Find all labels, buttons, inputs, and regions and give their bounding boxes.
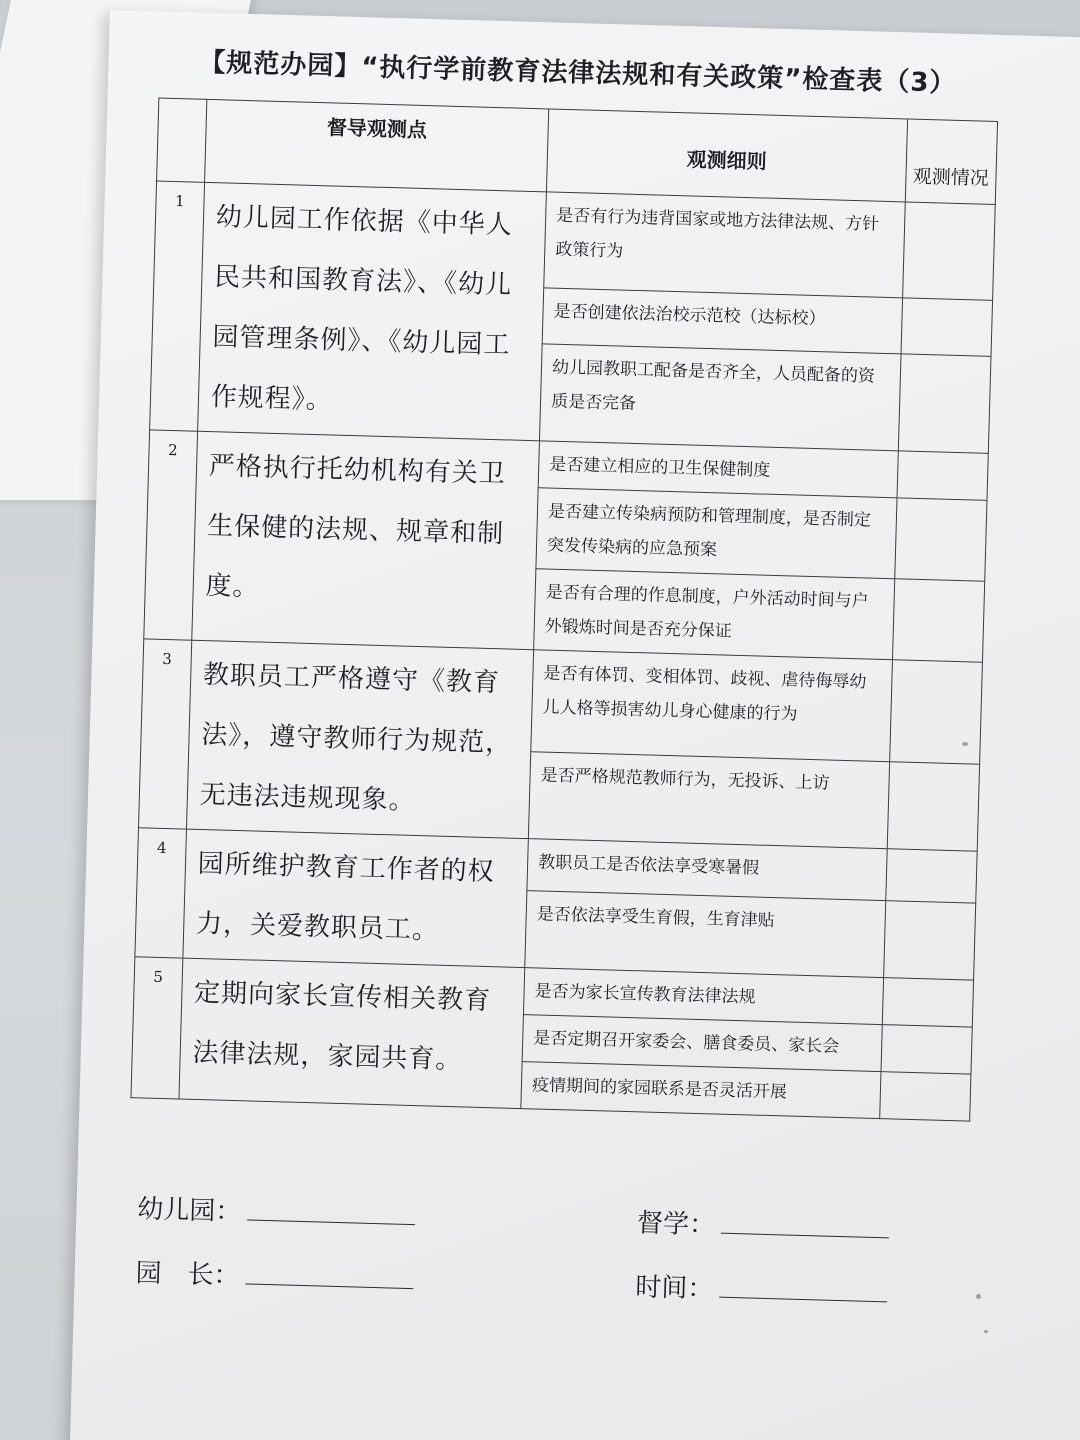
observation-cell[interactable] bbox=[897, 451, 989, 501]
observation-cell[interactable] bbox=[885, 849, 977, 904]
row-number: 4 bbox=[135, 828, 186, 958]
signature-footer bbox=[124, 1168, 968, 1341]
detail-item: 是否建立传染病预防和管理制度，是否制定突发传染病的应急预案 bbox=[536, 488, 897, 579]
time-label: 时间： bbox=[634, 1272, 714, 1305]
observation-cell[interactable] bbox=[879, 1072, 971, 1122]
detail-item: 疫情期间的家园联系是否灵活开展 bbox=[521, 1062, 881, 1119]
row-number: 1 bbox=[150, 181, 205, 431]
row-number: 3 bbox=[139, 639, 192, 829]
detail-item: 是否有体罚、变相体罚、歧视、虐待侮辱幼儿人格等损害幼儿身心健康的行为 bbox=[531, 650, 892, 762]
ink-speck bbox=[976, 1294, 981, 1299]
supervisor-label: 督学： bbox=[636, 1208, 716, 1241]
kindergarten-field bbox=[137, 1188, 416, 1233]
detail-item: 是否建立相应的卫生保健制度 bbox=[538, 441, 898, 498]
header-detail: 观测细则 bbox=[546, 109, 907, 202]
detail-item: 是否为家长宣传教育法律法规 bbox=[523, 968, 883, 1025]
observation-point: 教职员工严格遵守《教育法》，遵守教师行为规范，无违法违规现象。 bbox=[186, 640, 533, 838]
header-point: 督导观测点 bbox=[204, 99, 548, 192]
observation-cell[interactable] bbox=[901, 298, 993, 356]
time-blank[interactable] bbox=[719, 1277, 888, 1303]
detail-item: 是否有合理的作息制度，户外活动时间与户外锻炼时间是否充分保证 bbox=[534, 569, 895, 660]
observation-cell[interactable] bbox=[898, 354, 991, 453]
document-title: 【规范办园】“执行学前教育法律法规和有关政策”检查表（3） bbox=[198, 47, 957, 99]
kindergarten-blank[interactable] bbox=[247, 1199, 416, 1225]
ink-speck bbox=[962, 742, 968, 746]
director-field bbox=[135, 1252, 414, 1297]
observation-point: 园所维护教育工作者的权力，关爱教职员工。 bbox=[183, 829, 529, 968]
kindergarten-label: 幼儿园： bbox=[136, 1194, 242, 1228]
header-number bbox=[157, 98, 207, 182]
detail-item: 是否创建依法治校示范校（达标校） bbox=[542, 288, 902, 354]
document-content bbox=[104, 40, 1019, 1342]
detail-item: 教职员工是否依法享受寒暑假 bbox=[527, 839, 887, 901]
observation-point: 严格执行托幼机构有关卫生保健的法规、规章和制度。 bbox=[191, 431, 539, 649]
detail-item: 是否依法享受生育假，生育津贴 bbox=[525, 891, 886, 978]
supervisor-blank[interactable] bbox=[721, 1213, 890, 1239]
detail-item: 是否定期召开家委会、膳食委员、家长会 bbox=[522, 1015, 882, 1072]
supervisor-field bbox=[637, 1202, 890, 1246]
detail-item: 是否严格规范教师行为，无投诉、上访 bbox=[528, 752, 889, 849]
observation-cell[interactable] bbox=[889, 660, 982, 764]
detail-item: 是否有行为违背国家或地方法律法规、方针政策行为 bbox=[544, 192, 905, 298]
observation-point: 幼儿园工作依据《中华人民共和国教育法》、《幼儿园管理条例》、《幼儿园工作规程》。 bbox=[197, 182, 546, 440]
row-number: 5 bbox=[131, 957, 183, 1099]
observation-cell[interactable] bbox=[883, 901, 976, 980]
observation-cell[interactable] bbox=[882, 978, 974, 1028]
row-number: 2 bbox=[144, 430, 198, 640]
ink-speck bbox=[984, 1330, 988, 1333]
observation-cell[interactable] bbox=[894, 498, 987, 581]
director-label: 园 长： bbox=[135, 1258, 240, 1292]
time-field bbox=[635, 1266, 888, 1310]
detail-item: 幼儿园教职工配备是否齐全，人员配备的资质是否完备 bbox=[539, 344, 900, 451]
observation-cell[interactable] bbox=[902, 202, 995, 301]
observation-point: 定期向家长宣传相关教育法律法规，家园共育。 bbox=[179, 958, 525, 1109]
observation-cell[interactable] bbox=[881, 1025, 973, 1075]
observation-cell[interactable] bbox=[887, 762, 980, 851]
director-blank[interactable] bbox=[245, 1263, 414, 1289]
observation-cell[interactable] bbox=[892, 579, 985, 662]
checklist-table bbox=[130, 98, 998, 1122]
header-observation: 观测情况 bbox=[905, 119, 998, 204]
